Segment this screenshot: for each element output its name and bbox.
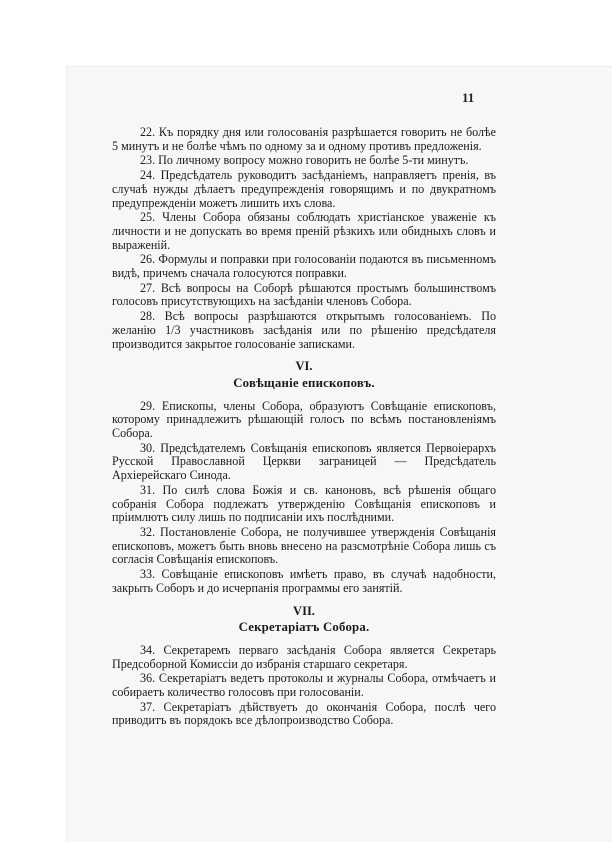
paragraph-23: 23. По личному вопросу можно говорить не болѣе 5-ти минутъ. (140, 153, 469, 168)
section-vii-title: Секретаріатъ Собора. (238, 620, 370, 635)
paragraph-37: 37. Секретаріатъ дѣйствуетъ до окончанія Собора, послѣ чего приводитъ въ порядокъ все дѣлопроизводство Собора. (112, 699, 496, 728)
paragraph-22: 22. Къ порядку дня или голосованія разрѣшается говорить не болѣе 5 минутъ и не болѣе чѣмъ по одному за и одному противъ предложенія. (112, 125, 496, 153)
paragraph-27: 27. Всѣ вопросы на Соборѣ рѣшаются простымъ большинствомъ голосовъ присутствующихъ на засѣданіи членовъ Собора. (112, 280, 496, 309)
section-vii-number: VII. (293, 603, 315, 618)
section-vi-number: VI. (295, 359, 313, 374)
paragraph-36: 36. Секретаріатъ ведетъ протоколы и журналы Собора, отмѣчаетъ и собираетъ количество голосовъ при голосованіи. (112, 671, 496, 700)
paragraph-33: 33. Совѣщаніе епископовъ имѣетъ право, въ случаѣ надобности, закрыть Соборъ и до исчерпанія программы его занятій. (112, 567, 496, 595)
paragraph-30: 30. Предсѣдателемъ Совѣщанія епископовъ является Первоіерархъ Русской Православной Церкви заграницей — Предсѣдатель Архіерейскаго Синода. (112, 440, 496, 483)
paragraph-29: 29. Епископы, члены Собора, образуютъ Совѣщаніе епископовъ, которому принадлежитъ рѣшающій голосъ по всѣмъ постановленіямъ Собора. (112, 398, 496, 441)
paragraph-28: 28. Всѣ вопросы разрѣшаются открытымъ голосованіемъ. По желанію 1/3 участниковъ засѣданія или по рѣшенію предсѣдателя производится закрытое голосованіе записками. (112, 309, 496, 351)
paragraph-24: 24. Предсѣдатель руководитъ засѣданіемъ, направляетъ пренія, въ случаѣ нужды дѣлаетъ предупрежденія говорящимъ и по двукратномъ предупрежденіи можетъ лишить ихъ слова. (112, 168, 496, 210)
paragraph-25: 25. Члены Собора обязаны соблюдать христіанское уваженіе къ личности и не допускать во время преній рѣзкихъ или обидныхъ словъ и выраженій. (112, 210, 496, 252)
page-number: 11 (462, 90, 475, 105)
section-vi-title: Совѣщаніе епископовъ. (233, 375, 375, 390)
document-body (112, 126, 496, 729)
paragraph-34: 34. Секретаремъ перваго засѣданія Собора является Секретарь Предсоборной Комиссіи до избранія старшаго секретаря. (112, 642, 496, 671)
paragraph-26: 26. Формулы и поправки при голосованіи подаются въ письменномъ видѣ, причемъ сначала голосуются поправки. (112, 252, 496, 281)
paragraph-32: 32. Постановленіе Собора, не получившее утвержденія Совѣщанія епископовъ, можетъ быть вновь внесено на разсмотрѣніе Собора лишь съ согласія Совѣщанія епископовъ. (112, 524, 496, 567)
paragraph-31: 31. По силѣ слова Божія и св. каноновъ, всѣ рѣшенія общаго собранія Собора подлежатъ утвержденію Совѣщанія епископовъ и пріимлютъ силу лишь по подписаніи ихъ послѣдними. (112, 482, 496, 525)
